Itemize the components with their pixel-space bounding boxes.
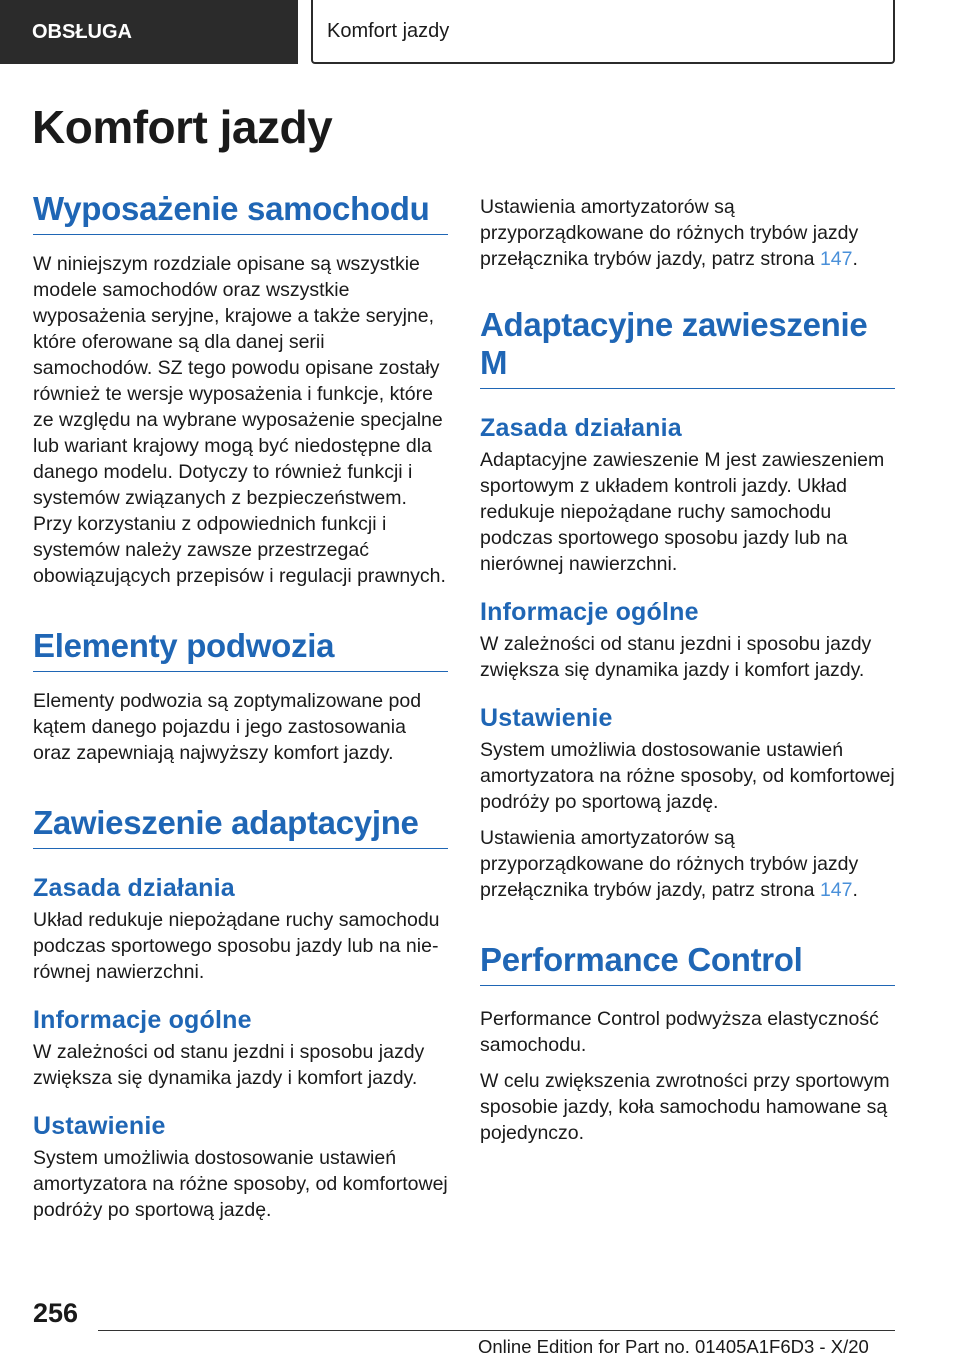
heading-performance-control: Performance Control — [480, 941, 895, 986]
performance-text-1: Performance Control podwyższa elastyczność samochodu. — [480, 1008, 879, 1056]
chapter-tab — [311, 0, 895, 64]
setting-text: System umożliwia dostosowanie ustawień amortyzatora na różne sposoby, od komfortowej podróży po sportową jazdę. — [33, 1147, 448, 1221]
page-link-147[interactable]: 147 — [819, 248, 853, 270]
general-m-text: W zależności od stanu jezdni i sposobu jazdy zwiększa się dynamika jazdy i komfort jazdy. — [480, 633, 872, 681]
setting-m-text2: Ustawienia amortyzatorów są przyporządkowane do różnych trybów jazdy przełącznika trybów jazdy, patrz strona 147. — [480, 827, 859, 901]
principle-m-text: Adaptacyjne zawieszenie M jest zawieszeniem sportowym z układem kontroli jazdy. Układ redukuje niepożądane ruchy samochodu podczas sportowego sposobu jazdy lub na nierównej nawierzchni. — [480, 449, 885, 575]
heading-principle: Zasada działania — [33, 874, 235, 902]
page-title: Komfort jazdy — [32, 101, 333, 153]
chapter-label: Komfort jazdy — [327, 19, 450, 42]
performance-text-2: W celu zwiększenia zwrotności przy sportowym sposobie jazdy, koła samochodu hamowane są pojedynczo. — [480, 1070, 890, 1144]
heading-adaptive-m: Adaptacyjne zawieszenie M — [480, 306, 895, 389]
section-tab — [0, 0, 298, 64]
principle-text: Układ redukuje niepożądane ruchy samochodu podczas sportowego sposobu jazdy lub na nierównej nawierzchni. — [33, 909, 440, 983]
heading-setting: Ustawienie — [33, 1112, 166, 1140]
footer-edition: Online Edition for Part no. 01405A1F6D3 - X/20 — [478, 1336, 869, 1357]
continued-text: Ustawienia amortyzatorów są przyporządkowane do różnych trybów jazdy przełącznika trybów jazdy, patrz strona 147. — [480, 196, 859, 270]
heading-general-m: Informacje ogólne — [480, 598, 699, 626]
heading-chassis: Elementy podwozia — [33, 627, 448, 672]
right-column — [480, 190, 895, 1146]
heading-equipment: Wyposażenie samochodu — [33, 190, 448, 235]
page-link-147-second[interactable]: 147 — [819, 879, 853, 901]
section-label: OBSŁUGA — [32, 20, 132, 43]
heading-principle-m: Zasada działania — [480, 414, 682, 442]
page-number: 256 — [33, 1298, 79, 1328]
heading-general: Informacje ogólne — [33, 1006, 252, 1034]
equipment-text: W niniejszym rozdziale opisane są wszystkie modele samochodów oraz wszystkie wyposażenia seryjne, krajowe a także seryjne, które oferowane są dla danej serii samochodów. SZ tego powodu opisane zostały również te wersje wyposażenia i funkcje, które ze względu na wybrane wyposażenie specjalne lub wariant krajowy mogą być niedostępne dla danego modelu. Dotyczy to również funkcji i systemów związanych z bezpieczeństwem. Przy korzystaniu z odpowiednich funkcji i systemów należy zawsze przestrzegać obowiązujących przepisów i regulacji prawnych. — [33, 253, 446, 587]
setting-m-text: System umożliwia dostosowanie ustawień amortyzatora na różne sposoby, od komfortowej podróży po sportową jazdę. — [480, 739, 895, 813]
general-text: W zależności od stanu jezdni i sposobu jazdy zwiększa się dynamika jazdy i komfort jazdy. — [33, 1041, 425, 1089]
heading-adaptive-suspension: Zawieszenie adaptacyjne — [33, 804, 448, 849]
chassis-text: Elementy podwozia są zoptymalizowane pod kątem danego pojazdu i jego zastosowania oraz zapewniają najwyższy komfort jazdy. — [33, 690, 422, 764]
footer-divider — [98, 1330, 895, 1331]
left-column — [33, 190, 448, 1223]
heading-setting-m: Ustawienie — [480, 704, 613, 732]
